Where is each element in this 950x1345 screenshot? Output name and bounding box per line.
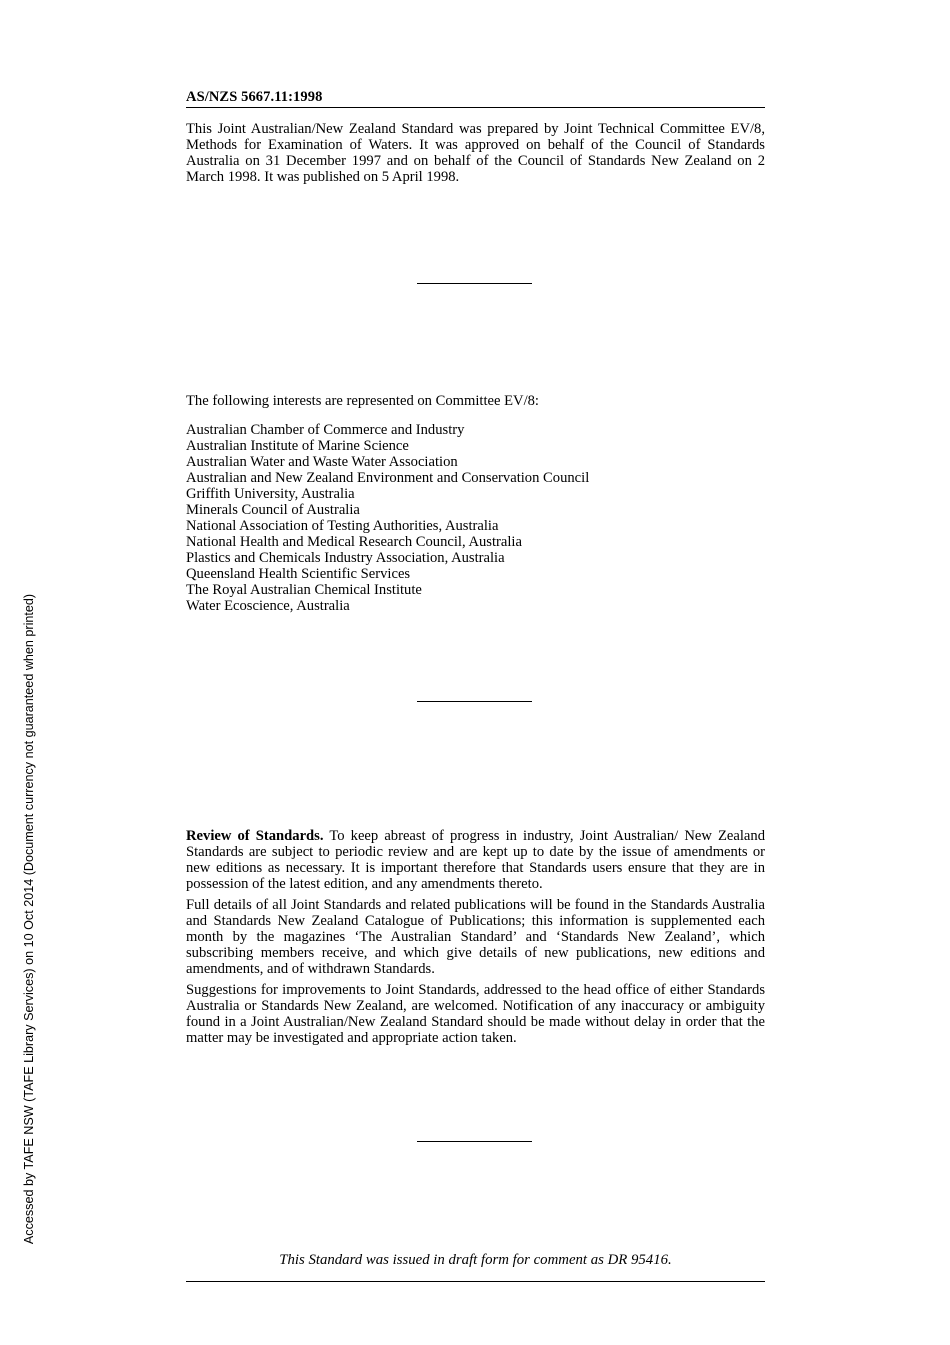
suggestions-paragraph: Suggestions for improvements to Joint Standards, addressed to the head office of either Standards Australia or Standards New Zealand, are welcomed. Notification of any inaccuracy or ambiguity found in a Joint Australian/New Zealand Standard should be made without delay in order that the matter may be investigated and appropriate action taken.	[186, 982, 765, 1046]
committee-member-list	[186, 422, 589, 614]
review-paragraph	[186, 828, 765, 892]
review-body: To keep abreast of progress in industry, Joint Australian/ New Zealand Standards are subject to periodic review and are kept up to date by the issue of amendments or new editions as necessary. It is important therefore that Standards users ensure that they are in possession of the latest edition, and any amendments thereto.	[186, 828, 765, 892]
list-item: Australian Institute of Marine Science	[186, 438, 409, 454]
review-heading: Review of Standards.	[186, 828, 324, 844]
standard-code: AS/NZS 5667.11:1998	[186, 89, 323, 105]
header-divider	[186, 107, 765, 108]
list-item: Griffith University, Australia	[186, 486, 355, 502]
list-item: Plastics and Chemicals Industry Association, Australia	[186, 550, 505, 566]
list-item: Australian and New Zealand Environment and Conservation Council	[186, 470, 590, 486]
list-item: Water Ecoscience, Australia	[186, 598, 350, 614]
list-item: Australian Chamber of Commerce and Industry	[186, 422, 465, 438]
section-divider	[417, 1141, 532, 1142]
footer-divider	[186, 1281, 765, 1282]
section-divider	[417, 283, 532, 284]
section-divider	[417, 701, 532, 702]
catalogue-paragraph: Full details of all Joint Standards and related publications will be found in the Standards Australia and Standards New Zealand Catalogue of Publications; this information is supplemented each month by the magazines ‘The Australian Standard’ and ‘Standards New Zealand’, which subscribing members receive, and which give details of new publications, new editions and amendments, and of withdrawn Standards.	[186, 897, 765, 977]
list-item: The Royal Australian Chemical Institute	[186, 582, 422, 598]
list-item: Minerals Council of Australia	[186, 502, 360, 518]
draft-note: This Standard was issued in draft form for comment as DR 95416.	[279, 1252, 672, 1268]
list-item: Queensland Health Scientific Services	[186, 566, 411, 582]
list-item: National Association of Testing Authorities, Australia	[186, 518, 499, 534]
list-item: Australian Water and Waste Water Association	[186, 454, 458, 470]
access-stamp-text: Accessed by TAFE NSW (TAFE Library Services) on 10 Oct 2014 (Document currency not guaranteed when printed)	[22, 593, 36, 1245]
preparation-note: This Joint Australian/New Zealand Standard was prepared by Joint Technical Committee EV/8, Methods for Examination of Waters. It was approved on behalf of the Council of Standards Australia on 31 December 1997 and on behalf of the Council of Standards New Zealand on 2 March 1998. It was published on 5 April 1998.	[186, 121, 765, 185]
list-item: National Health and Medical Research Council, Australia	[186, 534, 522, 550]
committee-intro: The following interests are represented on Committee EV/8:	[186, 393, 539, 409]
